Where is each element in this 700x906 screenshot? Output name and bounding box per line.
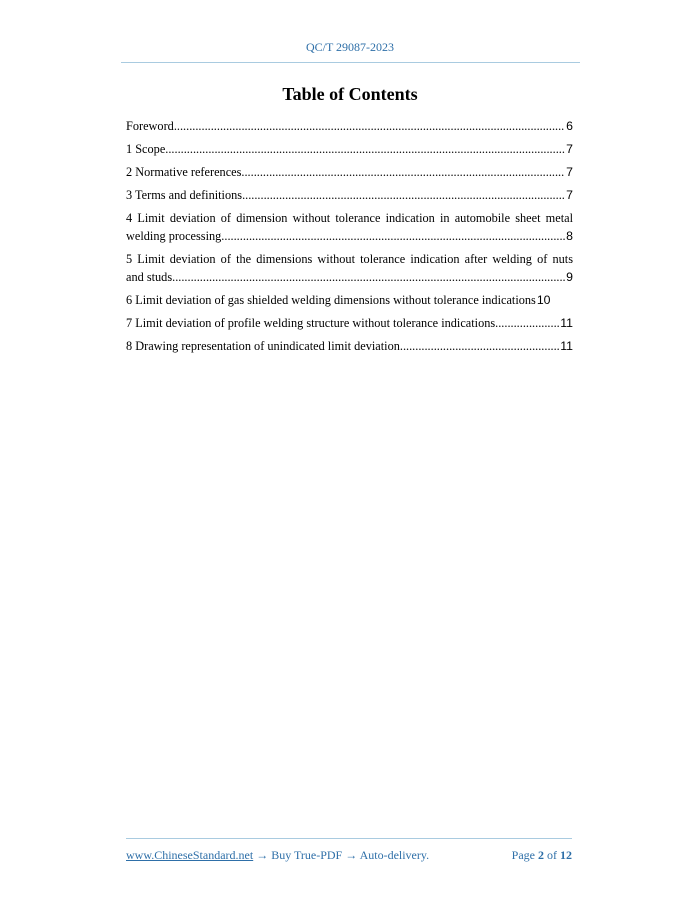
toc-entry-section-8[interactable]: [126, 337, 573, 355]
toc-leader-dots: [221, 227, 565, 245]
toc-entry-foreword[interactable]: [126, 117, 573, 135]
toc-page-number: 9: [566, 270, 573, 284]
header-divider: [121, 62, 580, 63]
page-indicator: [512, 848, 572, 863]
toc-entry-section-4[interactable]: [126, 209, 573, 245]
website-link[interactable]: www.ChineseStandard.net: [126, 848, 254, 862]
toc-entry-section-7[interactable]: [126, 314, 573, 332]
toc-leader-dots: [241, 163, 565, 181]
toc-page-number: 11: [560, 339, 573, 353]
toc-leader-dots: [172, 268, 565, 286]
toc-page-number: 7: [566, 165, 573, 179]
toc-leader-dots: [165, 140, 565, 158]
toc-entry-label: welding processing: [126, 229, 222, 243]
toc-leader-dots: [242, 186, 565, 204]
toc-entry-label: 1 Scope: [126, 142, 166, 156]
toc-page-number: 7: [566, 188, 573, 202]
toc-entry-terms-and-definitions[interactable]: [126, 186, 573, 204]
toc-entry-label: 7 Limit deviation of profile welding structure without tolerance indications: [126, 316, 496, 330]
toc-page-number: 10: [536, 293, 551, 307]
footer-divider: [126, 838, 572, 839]
page-label: Page: [511, 848, 538, 862]
toc-entry-label: 3 Terms and definitions: [126, 188, 243, 202]
toc-entry-label: 6 Limit deviation of gas shielded welding dimensions without tolerance indications: [126, 293, 536, 307]
toc-title: Table of Contents: [282, 84, 418, 104]
toc-leader-dots: [495, 314, 559, 332]
toc-page-number: 7: [566, 142, 573, 156]
table-of-contents: [126, 117, 573, 360]
toc-leader-dots: [174, 117, 565, 135]
footer-promo: [126, 848, 429, 863]
toc-entry-label: Foreword: [126, 119, 174, 133]
toc-entry-label: 8 Drawing representation of unindicated limit deviation: [126, 339, 400, 353]
toc-entry-section-5[interactable]: [126, 250, 573, 286]
document-id: QC/T 29087-2023: [305, 40, 395, 54]
toc-entry-label: 2 Normative references: [126, 165, 242, 179]
footer-tagline: → Buy True-PDF → Auto-delivery.: [253, 848, 430, 862]
toc-page-number: 6: [566, 119, 573, 133]
toc-entry-normative-references[interactable]: [126, 163, 573, 181]
toc-page-number: 8: [566, 229, 573, 243]
toc-entry-label-line-1: 4 Limit deviation of dimension without tolerance indication in automobile sheet metal: [126, 211, 573, 225]
total-page-count: 12: [560, 848, 572, 862]
toc-entry-section-6[interactable]: [126, 291, 573, 309]
toc-page-number: 11: [560, 316, 573, 330]
current-page-number: 2: [538, 848, 544, 862]
toc-leader-dots: [400, 337, 559, 355]
page-of-label: of: [544, 848, 560, 862]
toc-entry-label-line-1: 5 Limit deviation of the dimensions without tolerance indication after welding of nuts: [126, 252, 573, 266]
toc-entry-scope[interactable]: [126, 140, 573, 158]
toc-entry-label: and studs: [126, 270, 173, 284]
